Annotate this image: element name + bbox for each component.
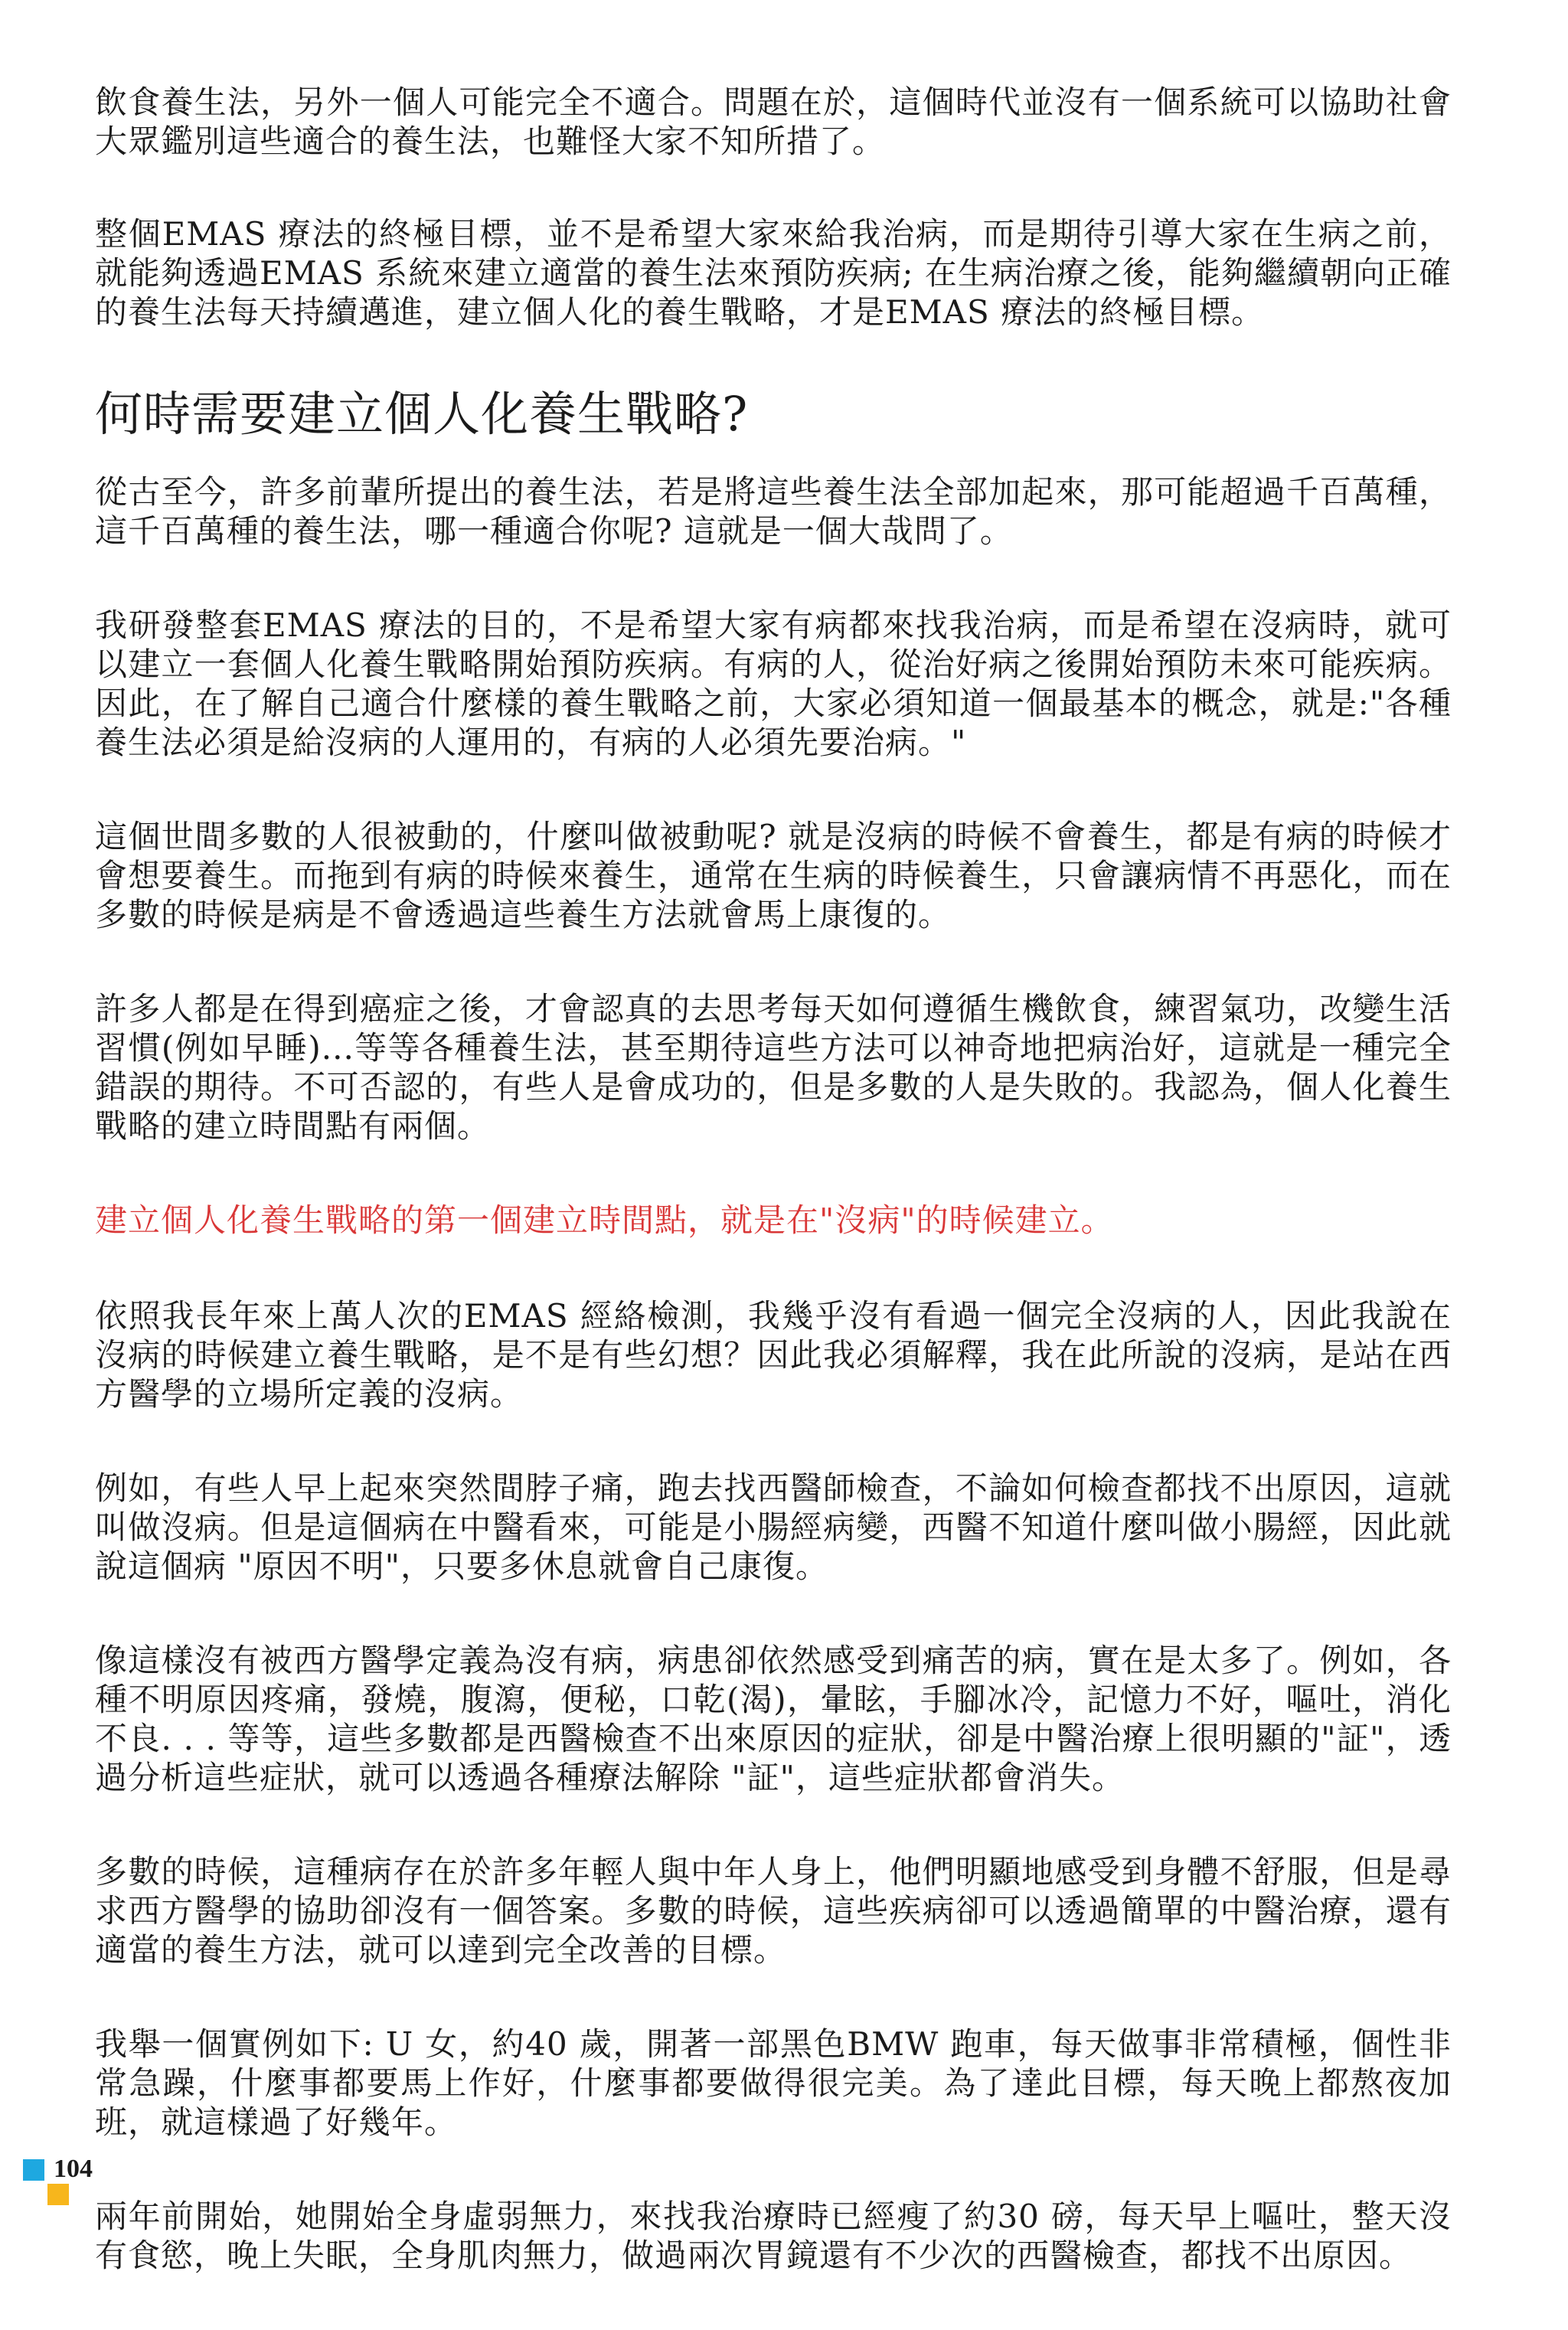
paragraph-body-5: 依照我長年來上萬人次的EMAS 經絡檢測，我幾乎沒有看過一個完全沒病的人，因此我說在沒病的時候建立養生戰略，是不是有些幻想？因此我必須解釋，我在此所說的沒病，是站在西方醫學的立場所定義的沒病。 [95, 1297, 1452, 1413]
paragraph-body-8: 多數的時候，這種病存在於許多年輕人與中年人身上，他們明顯地感受到身體不舒服，但是尋求西方醫學的協助卻沒有一個答案。多數的時候，這些疾病卻可以透過簡單的中醫治療，還有適當的養生方法，就可以達到完全改善的目標。 [95, 1853, 1452, 1969]
paragraph-intro-1: 飲食養生法，另外一個人可能完全不適合。問題在於，這個時代並沒有一個系統可以協助社會大眾鑑別這些適合的養生法，也難怪大家不知所措了。 [95, 83, 1452, 160]
highlight-paragraph: 建立個人化養生戰略的第一個建立時間點，就是在"沒病"的時候建立。 [95, 1201, 1114, 1239]
paragraph-body-2: 我研發整套EMAS 療法的目的，不是希望大家有病都來找我治病，而是希望在沒病時，就可以建立一套個人化養生戰略開始預防疾病。有病的人，從治好病之後開始預防未來可能疾病。因此，在了解自己適合什麼樣的養生戰略之前，大家必須知道一個最基本的概念，就是:"各種養生法必須是給沒病的人運用的，有病的人必須先要治病。" [95, 606, 1452, 761]
page-footer [23, 2155, 176, 2205]
blue-square-decoration [23, 2159, 44, 2181]
paragraph-body-10: 兩年前開始，她開始全身虛弱無力，來找我治療時已經瘦了約30 磅，每天早上嘔吐，整天沒有食慾，晚上失眠，全身肌肉無力，做過兩次胃鏡還有不少次的西醫檢查，都找不出原因。 [95, 2198, 1452, 2274]
paragraph-body-6: 例如，有些人早上起來突然間脖子痛，跑去找西醫師檢查，不論如何檢查都找不出原因，這就叫做沒病。但是這個病在中醫看來，可能是小腸經病變，西醫不知道什麼叫做小腸經，因此就說這個病 "原因不明"，只要多休息就會自己康復。 [95, 1469, 1452, 1585]
paragraph-body-7: 像這樣沒有被西方醫學定義為沒有病，病患卻依然感受到痛苦的病，實在是太多了。例如，各種不明原因疼痛，發燒，腹瀉，便秘，口乾(渴)，暈眩，手腳冰冷，記憶力不好，嘔吐，消化不良. . . 等等，這些多數都是西醫檢查不出來原因的症狀，卻是中醫治療上很明顯的"証"，透過分析這些症狀，就可以透過各種療法解除 "証"，這些症狀都會消失。 [95, 1642, 1452, 1796]
page-number: 104 [54, 2155, 93, 2183]
paragraph-body-4: 許多人都是在得到癌症之後，才會認真的去思考每天如何遵循生機飲食，練習氣功，改變生活習慣(例如早睡)...等等各種養生法，甚至期待這些方法可以神奇地把病治好，這就是一種完全錯誤的期待。不可否認的，有些人是會成功的，但是多數的人是失敗的。我認為，個人化養生戰略的建立時間點有兩個。 [95, 990, 1452, 1145]
page-content [95, 83, 1452, 2330]
paragraph-body-9: 我舉一個實例如下: U 女，約40 歲，開著一部黑色BMW 跑車，每天做事非常積極，個性非常急躁，什麼事都要馬上作好，什麼事都要做得很完美。為了達此目標，每天晚上都熬夜加班，就這樣過了好幾年。 [95, 2025, 1452, 2141]
yellow-square-decoration [47, 2184, 69, 2205]
paragraph-body-1: 從古至今，許多前輩所提出的養生法，若是將這些養生法全部加起來，那可能超過千百萬種，這千百萬種的養生法，哪一種適合你呢? 這就是一個大哉問了。 [95, 473, 1452, 550]
paragraph-intro-2: 整個EMAS 療法的終極目標，並不是希望大家來給我治病，而是期待引導大家在生病之前，就能夠透過EMAS 系統來建立適當的養生法來預防疾病; 在生病治療之後，能夠繼續朝向正確的養生法每天持續邁進，建立個人化的養生戰略，才是EMAS 療法的終極目標。 [95, 215, 1452, 331]
paragraph-body-3: 這個世間多數的人很被動的，什麼叫做被動呢? 就是沒病的時候不會養生，都是有病的時候才會想要養生。而拖到有病的時候來養生，通常在生病的時候養生，只會讓病情不再惡化，而在多數的時候是病是不會透過這些養生方法就會馬上康復的。 [95, 818, 1452, 933]
section-heading: 何時需要建立個人化養生戰略? [95, 386, 749, 442]
